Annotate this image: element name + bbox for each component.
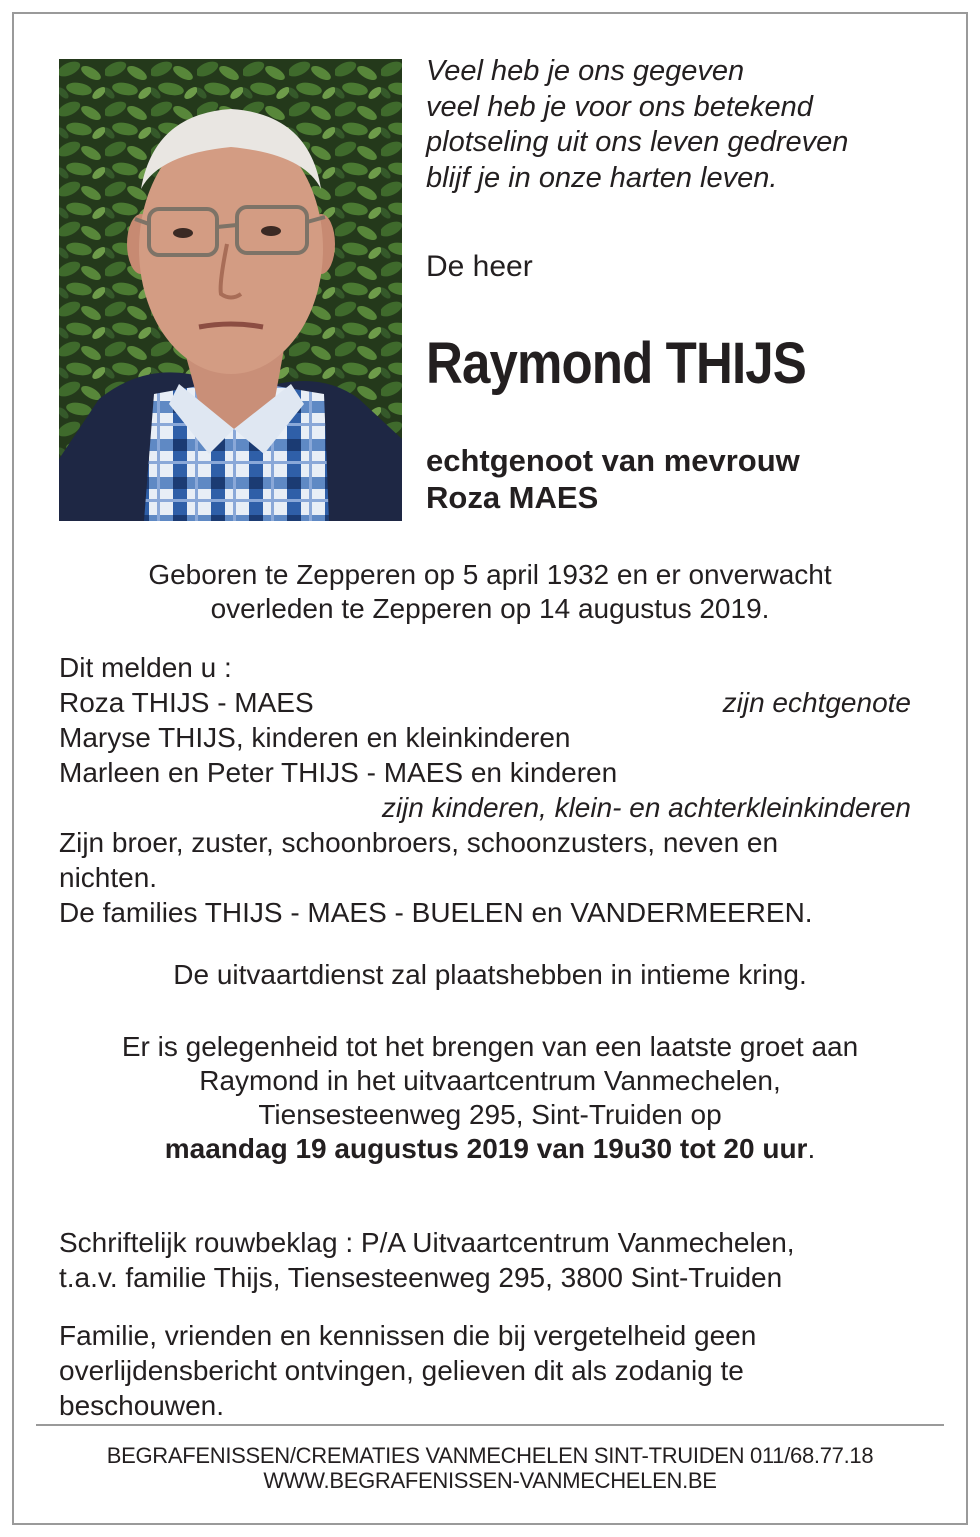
spouse-info <box>426 442 800 516</box>
visitation-date: maandag 19 augustus 2019 van 19u30 tot 20 uur <box>164 1133 808 1164</box>
notice-line: Familie, vrienden en kennissen die bij vergetelheid geen <box>59 1320 757 1351</box>
condolences-text <box>59 1225 911 1295</box>
service-text <box>40 958 940 992</box>
announcer-spouse-name: Roza THIJS - MAES <box>59 687 314 718</box>
poem-line: veel heb je voor ons betekend <box>426 90 813 123</box>
visitation-line: Tiensesteenweg 295, Sint-Truiden op <box>258 1099 722 1130</box>
footer-divider <box>36 1424 944 1426</box>
footer-contact: BEGRAFENISSEN/CREMATIES VANMECHELEN SINT-TRUIDEN 011/68.77.18 <box>106 1443 874 1468</box>
notice-line: beschouwen. <box>59 1390 225 1421</box>
poem-line: Veel heb je ons gegeven <box>426 55 745 87</box>
condolences-line: t.a.v. familie Thijs, Tiensesteenweg 295, 3800 Sint-Truiden <box>59 1262 783 1293</box>
visitation-date-line <box>40 1132 940 1166</box>
poem-line: blijf je in onze harten leven. <box>426 161 778 194</box>
notice-text <box>59 1318 911 1423</box>
birth-death-text <box>40 558 940 626</box>
announcer-child: Maryse THIJS, kinderen en kleinkinderen <box>59 722 571 753</box>
spouse-name: Roza MAES <box>426 480 599 515</box>
birth-line: Geboren te Zepperen op 5 april 1932 en er onverwacht <box>148 559 832 590</box>
funeral-home-footer <box>36 1443 944 1493</box>
announcer-children-role: zijn kinderen, klein- en achterkleinkinderen <box>381 792 911 823</box>
memorial-poem <box>426 54 946 196</box>
poem-line: plotseling uit ons leven gedreven <box>426 126 849 158</box>
announcer-child: Marleen en Peter THIJS - MAES en kinderen <box>59 757 618 788</box>
announcer-spouse-role: zijn echtgenote <box>722 687 911 718</box>
footer-website: WWW.BEGRAFENISSEN-VANMECHELEN.BE <box>263 1468 717 1493</box>
death-line: overleden te Zepperen op 14 augustus 2019. <box>210 593 770 624</box>
announcer-siblings: Zijn broer, zuster, schoonbroers, schoonzusters, neven en <box>59 827 779 858</box>
spouse-line: echtgenoot van mevrouw <box>426 443 800 478</box>
announcer-siblings-cont: nichten. <box>59 862 158 893</box>
notice-line: overlijdensbericht ontvingen, gelieven dit als zodanig te <box>59 1355 744 1386</box>
deceased-name: Raymond THIJS <box>426 331 806 396</box>
announcers-list <box>59 650 911 930</box>
visitation-date-end: . <box>807 1133 816 1164</box>
portrait-photo <box>59 59 402 521</box>
salutation: De heer <box>426 250 533 283</box>
visitation-line: Er is gelegenheid tot het brengen van een laatste groet aan <box>121 1031 859 1062</box>
service-line: De uitvaartdienst zal plaatshebben in intieme kring. <box>173 959 807 990</box>
visitation-text <box>40 1030 940 1166</box>
visitation-line: Raymond in het uitvaartcentrum Vanmechelen, <box>199 1065 781 1096</box>
portrait-illustration <box>59 59 402 521</box>
condolences-line: Schriftelijk rouwbeklag : P/A Uitvaartcentrum Vanmechelen, <box>59 1227 795 1258</box>
announcer-spouse-row <box>59 685 911 720</box>
announcers-intro: Dit melden u : <box>59 652 232 683</box>
announcer-families: De families THIJS - MAES - BUELEN en VANDERMEEREN. <box>59 897 813 928</box>
